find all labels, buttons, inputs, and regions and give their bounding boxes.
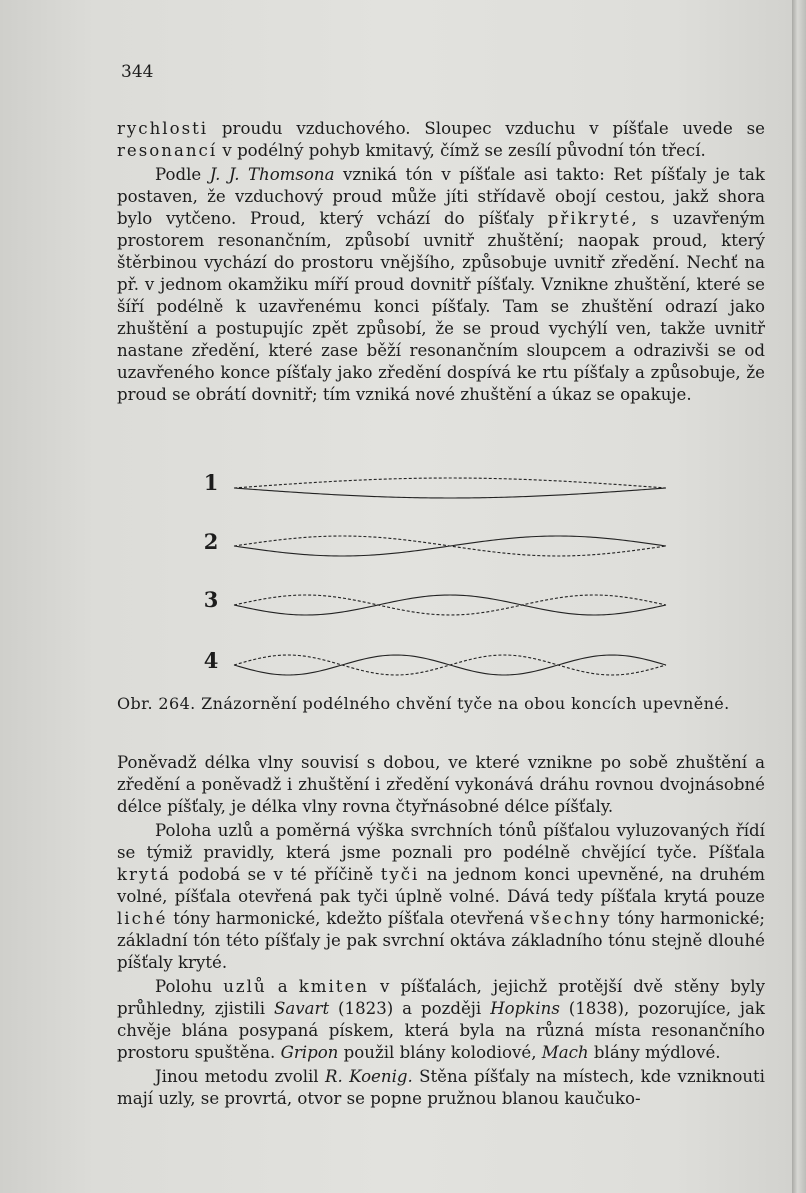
figure-caption: Obr. 264. Znázornění podélného chvění tyče na obou koncích upevněné. [117, 694, 730, 713]
mode-4-envelope [234, 655, 666, 675]
paragraph-1 [117, 118, 765, 162]
author-name: Hopkins [490, 999, 560, 1018]
text-run: (1823) a později [329, 999, 491, 1018]
page-number: 344 [121, 62, 154, 82]
page-edge [792, 0, 806, 1193]
text-run: vzniká tón v píšťale asi takto: Ret píšťaly je tak postaven, že vzduchový proud může jíti střídavě obojí cestou, jakž shora bylo vytčeno. Proud, který vchází do píšťaly [117, 165, 765, 228]
text-run: v píšťalách, jejichž protější dvě stěny byly průhledny, zjistili [117, 977, 765, 1018]
spaced-word: krytá [117, 865, 171, 884]
text-run: použil blány kolodiové, [338, 1043, 542, 1062]
paragraph-4 [117, 820, 765, 974]
mode-1-envelope [234, 478, 666, 498]
spaced-word: kmiten [298, 977, 369, 996]
vibration-drawing [196, 462, 686, 684]
text-run: blány mýdlové. [588, 1043, 721, 1062]
text-run: tóny harmonické, kdežto píšťala otevřená [167, 909, 530, 928]
author-name: R. Koenig. [324, 1067, 413, 1086]
figure-label-3: 3 [203, 587, 219, 612]
spaced-word: rychlosti [117, 119, 209, 138]
text-block-bottom [117, 752, 765, 1110]
author-name: Savart [273, 999, 330, 1018]
spaced-word: uzlů [223, 977, 267, 996]
envelope-lower [234, 595, 666, 615]
text-run: na jednom konci upevněné, na druhém volné, píšťala otevřená pak tyči úplně volné. Dává tedy píšťala krytá pouze [117, 865, 766, 906]
author-name: Mach [541, 1043, 589, 1062]
spaced-word: přikryté [547, 209, 632, 228]
text-run: Stěna píšťaly na místech, kde vzniknouti mají uzly, se provrtá, otvor se popne pružnou blanou kaučuko- [117, 1067, 765, 1108]
paragraph-3: Poněvadž délka vlny souvisí s dobou, ve které vznikne po sobě zhuštění a zředění a poněvadž i zhuštění i zředění vykonává dráhu rovnou dvojnásobné délce píšťaly, je délka vlny rovna čtyřnásobné délce píšťaly. [117, 753, 765, 816]
paragraph-2 [117, 164, 765, 406]
text-run: Jinou metodu zvolil [155, 1067, 325, 1086]
text-run: Podle [155, 165, 210, 184]
figure-vibration-modes [196, 462, 686, 684]
text-block-top [117, 118, 765, 406]
envelope-upper [234, 595, 666, 615]
envelope-upper [234, 488, 666, 498]
text-run: podobá se v té příčině [170, 865, 381, 884]
text-run: Poloha uzlů a poměrná výška svrchních tónů píšťalou vyluzovaných řídí se týmiž pravidly, která jsme poznali pro podélně chvějící tyče. Píšťala [117, 821, 765, 862]
spaced-word: liché [117, 909, 168, 928]
figure-label-4: 4 [203, 648, 219, 673]
spaced-word: resonancí [117, 141, 218, 160]
figure-label-2: 2 [203, 529, 219, 554]
mode-3-envelope [234, 595, 666, 615]
spaced-word: tyči [380, 865, 420, 884]
text-run: tóny harmonické; základní tón této píšťaly je pak svrchní oktáva základního tónu stejně dlouhé píšťaly kryté. [117, 909, 765, 972]
text-run: (1838), pozorujíce, jak chvěje blána posypaná pískem, která byla na různá místa resonančního prostoru spuštěna. [117, 999, 765, 1062]
text-run: v podélný pohyb kmitavý, čímž se zesílí původní tón třecí. [217, 141, 706, 160]
text-run: , s uzavřeným prostorem resonančním, způsobí uvnitř zhuštění; naopak proud, který štěrbinou vychází do prostoru vnějšího, způsobuje uvnitř zředění. Nechť na př. v jednom okamžiku míří proud dovnitř píšťaly. Vznikne zhuštění, které se šíří podélně k uzavřenému konci píšťaly. Tam se zhuštění odrazí jako zhuštění a postupujíc zpět způsobí, že se proud vychýlí ven, takže uvnitř nastane zředění, které zase běží resonančním sloupcem a odrazivši se od uzavřeného konce píšťaly jako zředění dospívá ke rtu píšťaly a způsobuje, že proud se obrátí dovnitř; tím vzniká nové zhuštění a úkaz se opakuje. [117, 209, 765, 404]
text-run: a [266, 977, 299, 996]
author-name: Gripon [280, 1043, 339, 1062]
envelope-lower [234, 536, 666, 556]
envelope-lower [234, 655, 666, 675]
paragraph-5 [117, 976, 765, 1064]
text-run: proudu vzduchového. Sloupec vzduchu v píšťale uvede se [208, 119, 765, 138]
envelope-lower [234, 478, 666, 488]
paragraph-6 [117, 1066, 765, 1110]
figure-label-1: 1 [203, 470, 219, 495]
mode-2-envelope [234, 536, 666, 556]
text-run: Polohu [155, 977, 224, 996]
author-name: J. J. Thomsona [209, 165, 335, 184]
spaced-word: všechny [529, 909, 612, 928]
